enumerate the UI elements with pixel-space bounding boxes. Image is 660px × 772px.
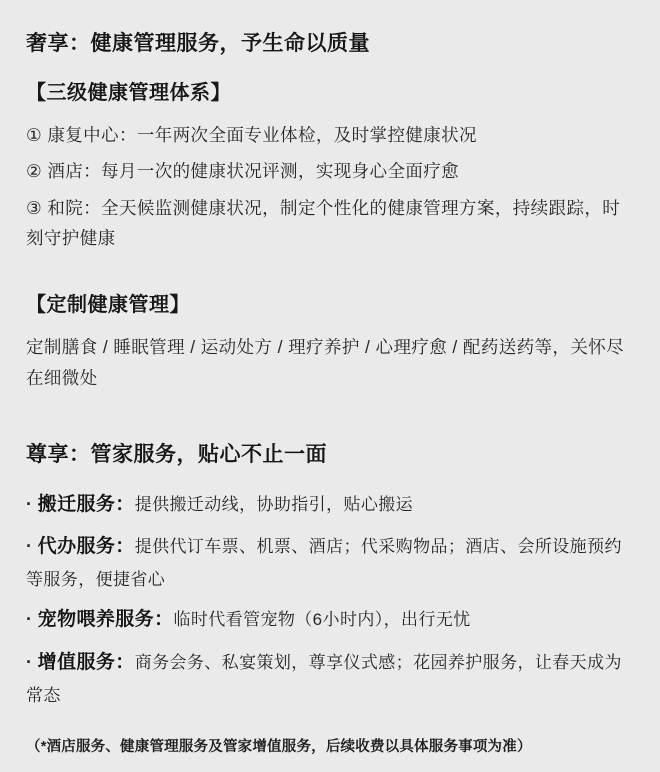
service-item-4 [26, 647, 634, 710]
service-desc: 商务会务、私宴策划，尊享仪式感；花园养护服务，让春天成为常态 [26, 653, 622, 705]
section-health-title: 奢享：健康管理服务，予生命以质量 [26, 32, 370, 55]
service-desc: 临时代看管宠物（6小时内），出行无忧 [173, 610, 471, 630]
service-name: 宠物喂养服务： [37, 609, 174, 631]
footnote: （*酒店服务、健康管理服务及管家增值服务，后续收费以具体服务事项为准） [26, 738, 532, 755]
service-item-3 [26, 604, 634, 637]
section-butler-title: 尊享：管家服务，贴心不止一面 [26, 443, 327, 467]
health-system-item-2: ② 酒店：每月一次的健康状况评测，实现身心全面疗愈 [26, 161, 460, 182]
custom-health-heading: 【定制健康管理】 [26, 294, 190, 316]
health-system-item-1: ① 康复中心：一年两次全面专业体检，及时掌控健康状况 [26, 124, 477, 145]
bullet-icon: · [26, 536, 33, 557]
service-desc: 提供代订车票、机票、酒店；代采购物品；酒店、会所设施预约等服务，便捷省心 [26, 537, 622, 590]
spacer-1 [26, 260, 634, 276]
service-item-2 [26, 531, 634, 594]
bullet-icon: · [26, 609, 33, 630]
service-name: 代办服务： [37, 536, 135, 558]
bullet-icon: · [26, 652, 33, 672]
service-name: 搬迁服务： [37, 493, 135, 515]
service-desc: 提供搬迁动线，协助指引，贴心搬运 [134, 494, 414, 514]
health-system-item-3: ③ 和院：全天候监测健康状况，制定个性化的健康管理方案，持续跟踪，时刻守护健康 [26, 197, 621, 249]
health-system-heading: 【三级健康管理体系】 [26, 81, 231, 104]
service-name: 增值服务： [37, 652, 135, 673]
service-item-1 [26, 489, 634, 522]
bullet-icon: · [26, 493, 33, 514]
spacer-2 [26, 399, 634, 433]
custom-health-text: 定制膳食 / 睡眠管理 / 运动处方 / 理疗养护 / 心理疗愈 / 配药送药等，关怀尽在细微处 [26, 337, 625, 388]
